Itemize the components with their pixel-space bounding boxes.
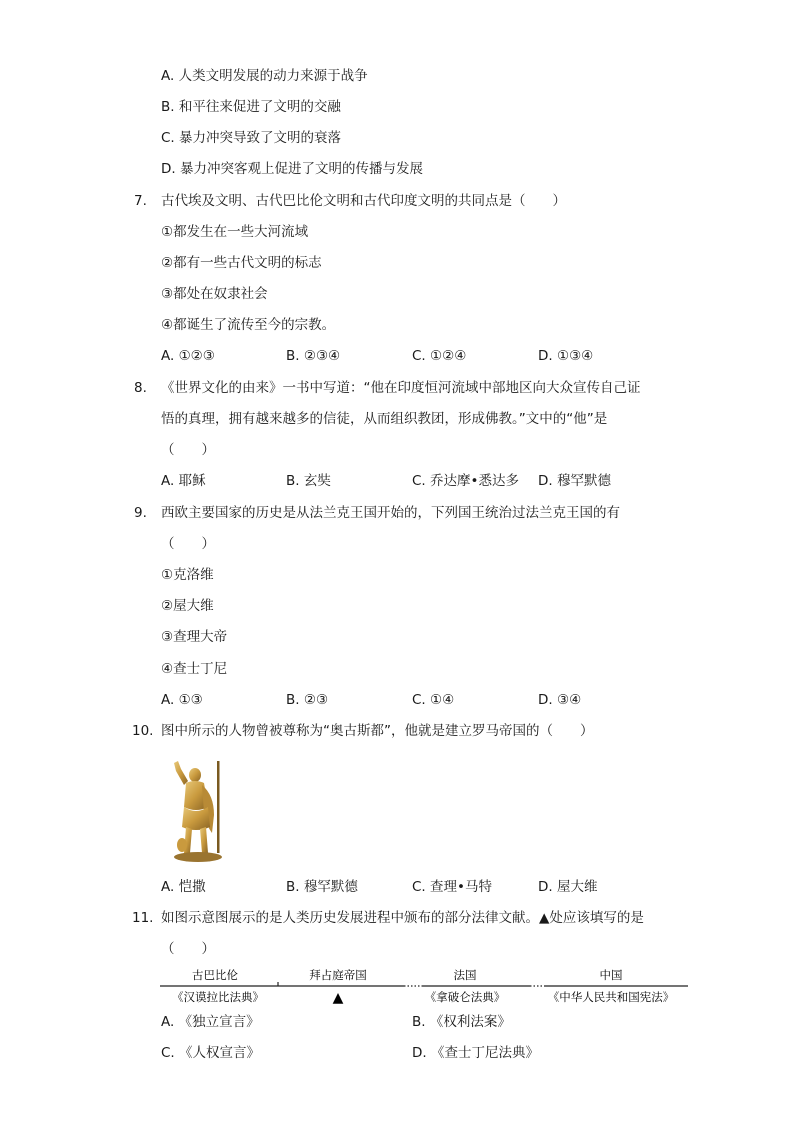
q9-option-a: A. ①③: [161, 692, 203, 708]
q8-stem-line-1: 《世界文化的由来》一书中写道：“他在印度恒河流域中部地区向大众宣传自己证: [161, 380, 641, 396]
q8-option-d: D. 穆罕默德: [538, 473, 611, 489]
q7-number: 7.: [134, 193, 147, 209]
q7-item-4: ④都诞生了流传至今的宗教。: [161, 317, 336, 333]
q7-option-a: A. ①②③: [161, 348, 215, 364]
q8-option-c: C. 乔达摩•悉达多: [412, 473, 519, 489]
q6-option-a: A. 人类文明发展的动力来源于战争: [161, 68, 368, 84]
q10-option-a: A. 恺撒: [161, 879, 206, 895]
q10-stem: 图中所示的人物曾被尊称为“奥古斯都”，他就是建立罗马帝国的（ ）: [161, 723, 594, 739]
timeline-place-france: 法国: [453, 968, 477, 982]
q8-option-b: B. 玄奘: [286, 473, 331, 489]
q11-option-a: A. 《独立宣言》: [161, 1014, 260, 1030]
q8-number: 8.: [134, 380, 147, 396]
timeline-law-prc-constitution: 《中华人民共和国宪法》: [547, 990, 675, 1004]
q11-stem-line-2: （ ）: [161, 941, 215, 957]
q9-item-1: ①克洛维: [161, 567, 214, 583]
timeline-place-byzantine: 拜占庭帝国: [309, 968, 367, 982]
q9-option-b: B. ②③: [286, 692, 329, 708]
q11-option-d: D. 《查士丁尼法典》: [412, 1045, 539, 1061]
q10-number: 10.: [132, 723, 154, 739]
q9-option-d: D. ③④: [538, 692, 582, 708]
q8-stem-line-2: 悟的真理，拥有越来越多的信徒，从而组织教团，形成佛教。”文中的“他”是: [161, 411, 608, 427]
q10-option-b: B. 穆罕默德: [286, 879, 358, 895]
augustus-statue-image: [162, 755, 234, 867]
q6-option-d: D. 暴力冲突客观上促进了文明的传播与发展: [161, 161, 423, 177]
q6-option-b: B. 和平往来促进了文明的交融: [161, 99, 341, 115]
q7-item-1: ①都发生在一些大河流域: [161, 224, 309, 240]
timeline-law-hammurabi: 《汉谟拉比法典》: [172, 990, 264, 1004]
q11-stem-line-1: 如图示意图展示的是人类历史发展进程中颁布的部分法律文献。▲处应该填写的是: [161, 910, 644, 926]
q11-option-b: B. 《权利法案》: [412, 1014, 511, 1030]
q8-option-a: A. 耶稣: [161, 473, 206, 489]
timeline-law-napoleon: 《拿破仑法典》: [424, 990, 506, 1004]
q9-number: 9.: [134, 505, 147, 521]
q10-option-d: D. 屋大维: [538, 879, 598, 895]
q9-item-4: ④查士丁尼: [161, 661, 228, 677]
q9-item-2: ②屋大维: [161, 598, 214, 614]
q9-stem-line-1: 西欧主要国家的历史是从法兰克王国开始的，下列国王统治过法兰克王国的有: [161, 505, 620, 521]
q7-item-2: ②都有一些古代文明的标志: [161, 255, 322, 271]
q7-option-c: C. ①②④: [412, 348, 467, 364]
q9-option-c: C. ①④: [412, 692, 455, 708]
q6-option-c: C. 暴力冲突导致了文明的衰落: [161, 130, 342, 146]
q11-number: 11.: [132, 910, 154, 926]
timeline-place-china: 中国: [599, 968, 623, 982]
q7-option-b: B. ②③④: [286, 348, 341, 364]
q10-option-c: C. 查理•马特: [412, 879, 492, 895]
q8-stem-line-3: （ ）: [161, 442, 215, 458]
law-timeline-diagram: [160, 964, 690, 1008]
q11-option-c: C. 《人权宣言》: [161, 1045, 261, 1061]
q7-stem: 古代埃及文明、古代巴比伦文明和古代印度文明的共同点是（ ）: [161, 193, 566, 209]
q9-stem-line-2: （ ）: [161, 536, 215, 552]
q7-item-3: ③都处在奴隶社会: [161, 286, 268, 302]
q9-item-3: ③查理大帝: [161, 629, 228, 645]
timeline-place-babylon: 古巴比伦: [192, 968, 238, 982]
timeline-blank-triangle: ▲: [332, 990, 344, 1006]
q7-option-d: D. ①③④: [538, 348, 594, 364]
